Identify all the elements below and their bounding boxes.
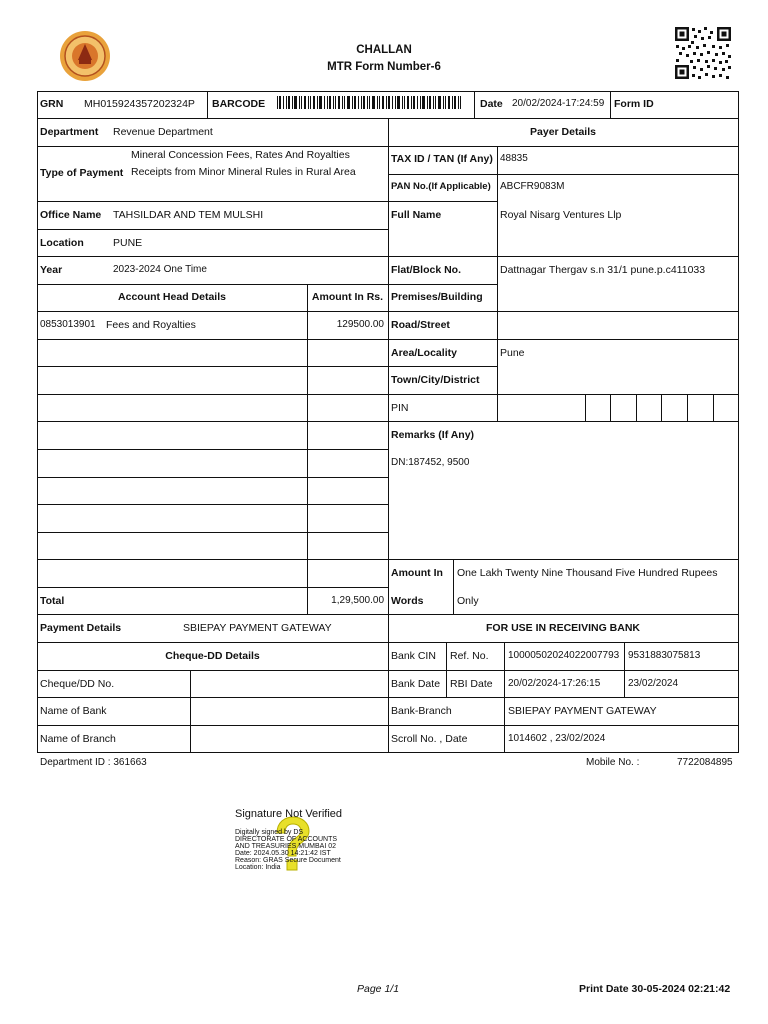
ref-no-value: 9531883075813 xyxy=(628,650,701,661)
pan-value: ABCFR9083M xyxy=(500,181,565,192)
premises-label: Premises/Building xyxy=(391,291,483,303)
payer-details-heading: Payer Details xyxy=(530,126,596,138)
bank-name-label: Name of Bank xyxy=(40,705,107,717)
form-subtitle: MTR Form Number-6 xyxy=(327,61,441,73)
signature-line-2: DIRECTORATE OF ACCOUNTS xyxy=(235,836,338,843)
rbi-date-label: RBI Date xyxy=(450,678,493,690)
year-label: Year xyxy=(40,264,63,276)
pan-label: PAN No.(If Applicable) xyxy=(391,181,491,192)
account-code: 0853013901 xyxy=(40,319,96,330)
flat-block-label: Flat/Block No. xyxy=(391,264,462,276)
ref-no-label: Ref. No. xyxy=(450,650,489,662)
signature-line-6: Location: India xyxy=(235,864,281,871)
cheque-no-label: Cheque/DD No. xyxy=(40,678,115,690)
full-name-value: Royal Nisarg Ventures Llp xyxy=(500,209,622,221)
grn-value: MH015924357202324P xyxy=(84,98,195,110)
area-locality-label: Area/Locality xyxy=(391,347,457,359)
receiving-bank-heading: FOR USE IN RECEIVING BANK xyxy=(485,622,640,634)
branch-name-label: Name of Branch xyxy=(40,733,116,745)
mobile-label: Mobile No. : xyxy=(586,757,640,768)
barcode-image xyxy=(277,96,461,109)
grn-label: GRN xyxy=(40,98,64,110)
challan-title: CHALLAN xyxy=(356,44,412,56)
scroll-no-label: Scroll No. , Date xyxy=(391,733,468,745)
total-label: Total xyxy=(40,595,65,607)
signature-line-3: AND TREASURIES MUMBAI 02 xyxy=(235,843,337,850)
remarks-value: DN:187452, 9500 xyxy=(391,457,470,468)
payment-details-label: Payment Details xyxy=(40,622,122,634)
amount-in-words-label: Amount In xyxy=(391,567,443,579)
date-label: Date xyxy=(480,98,503,110)
payment-type-line2: Receipts from Minor Mineral Rules in Rural Area xyxy=(131,166,356,178)
mobile-value: 7722084895 xyxy=(677,757,733,768)
location-label: Location xyxy=(40,237,84,249)
amount-in-words-value-2: Only xyxy=(457,595,479,607)
full-name-label: Full Name xyxy=(391,209,442,221)
total-value: 1,29,500.00 xyxy=(331,595,384,606)
flat-block-value: Dattnagar Thergav s.n 31/1 pune.p.c411033 xyxy=(500,264,706,276)
account-amount: 129500.00 xyxy=(336,319,384,330)
amount-in-words-value: One Lakh Twenty Nine Thousand Five Hundred Rupees xyxy=(457,567,718,579)
barcode-label: BARCODE xyxy=(212,98,266,110)
account-description: Fees and Royalties xyxy=(106,319,196,331)
scroll-no-value: 1014602 , 23/02/2024 xyxy=(508,733,606,744)
signature-line-4: Date: 2024.05.30 14:21:42 IST xyxy=(235,850,331,857)
pin-label: PIN xyxy=(391,402,409,414)
cheque-dd-heading: Cheque-DD Details xyxy=(165,650,260,662)
form-id-label: Form ID xyxy=(614,98,654,110)
signature-line-1: Digitally signed by DS xyxy=(235,829,304,836)
date-value: 20/02/2024-17:24:59 xyxy=(512,98,605,109)
bank-date-label: Bank Date xyxy=(391,678,441,690)
amount-heading: Amount In Rs. xyxy=(311,291,384,303)
office-name-value: TAHSILDAR AND TEM MULSHI xyxy=(113,209,264,221)
payment-type-line1: Mineral Concession Fees, Rates And Royalties xyxy=(131,149,350,161)
area-locality-value: Pune xyxy=(500,347,525,359)
office-name-label: Office Name xyxy=(40,209,102,221)
print-date: Print Date 30-05-2024 02:21:42 xyxy=(579,983,731,995)
location-value: PUNE xyxy=(113,237,143,249)
rbi-date-value: 23/02/2024 xyxy=(628,678,679,689)
bank-date-value: 20/02/2024-17:26:15 xyxy=(508,678,601,689)
department-label: Department xyxy=(40,126,99,138)
payment-details-value: SBIEPAY PAYMENT GATEWAY xyxy=(183,622,332,634)
bank-branch-label: Bank-Branch xyxy=(391,705,452,717)
year-value: 2023-2024 One Time xyxy=(113,264,207,275)
remarks-label: Remarks (If Any) xyxy=(391,429,475,441)
tax-id-value: 48835 xyxy=(500,153,528,164)
department-value: Revenue Department xyxy=(113,126,213,138)
signature-status: Signature Not Verified xyxy=(235,808,343,820)
account-head-heading: Account Head Details xyxy=(118,291,226,303)
town-city-label: Town/City/District xyxy=(391,374,480,386)
bank-branch-value: SBIEPAY PAYMENT GATEWAY xyxy=(508,705,657,717)
bank-cin-value: 10000502024022007793 xyxy=(508,650,620,661)
road-street-label: Road/Street xyxy=(391,319,450,331)
tax-id-label: TAX ID / TAN (If Any) xyxy=(391,153,493,165)
signature-line-5: Reason: GRAS Secure Document xyxy=(235,857,341,864)
page-number: Page 1/1 xyxy=(357,983,400,995)
payment-type-label: Type of Payment xyxy=(40,167,124,179)
department-id: Department ID : 361663 xyxy=(40,757,147,768)
amount-in-words-label-2: Words xyxy=(391,595,424,607)
bank-cin-label: Bank CIN xyxy=(391,650,436,662)
